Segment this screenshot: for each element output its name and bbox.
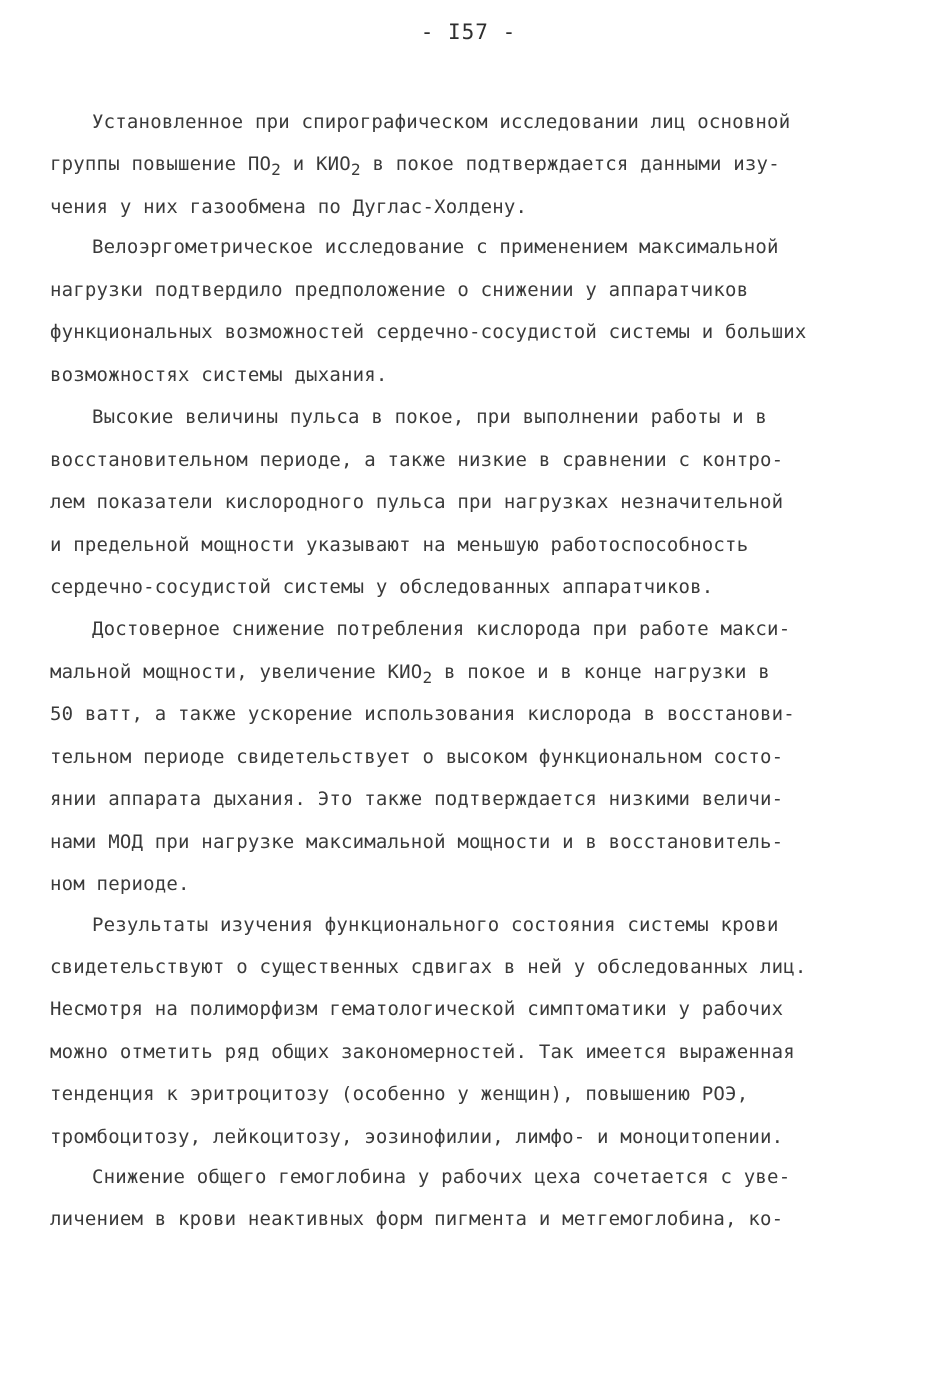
text-line: 50 ватт, а также ускорение использования кислорода в восстанови-: [50, 703, 795, 725]
text-line: личением в крови неактивных форм пигмента и метгемоглобина, ко-: [50, 1208, 784, 1230]
text-line: [50, 152, 780, 179]
text-line: функциональных возможностей сердечно-сосудистой системы и больших: [50, 321, 807, 343]
text-line: возможностях системы дыхания.: [50, 364, 388, 386]
text-segment: мальной мощности, увеличение КИО: [50, 661, 423, 683]
text-line: Снижение общего гемоглобина у рабочих цеха сочетается с уве-: [92, 1166, 791, 1188]
text-line: можно отметить ряд общих закономерностей. Так имеется выраженная: [50, 1041, 795, 1063]
text-line: и предельной мощности указывают на меньшую работоспособность: [50, 534, 749, 556]
text-line: Велоэргометрическое исследование с применением максимальной: [92, 236, 779, 258]
text-line: Достоверное снижение потребления кислорода при работе макси-: [92, 618, 791, 640]
text-line: Результаты изучения функционального состояния системы крови: [92, 914, 779, 936]
text-segment: и КИО: [281, 153, 351, 175]
text-line: лем показатели кислородного пульса при нагрузках незначительной: [50, 491, 784, 513]
text-line: янии аппарата дыхания. Это также подтверждается низкими величи-: [50, 788, 784, 810]
text-line: ном периоде.: [50, 873, 190, 895]
text-line: [50, 660, 770, 687]
text-line: свидетельствуют о существенных сдвигах в ней у обследованных лиц.: [50, 956, 807, 978]
text-line: тромбоцитозу, лейкоцитозу, эозинофилии, лимфо- и моноцитопении.: [50, 1126, 784, 1148]
text-segment: группы повышение ПО: [50, 153, 272, 175]
text-segment: в покое подтверждается данными изу-: [360, 153, 780, 175]
text-line: Высокие величины пульса в покое, при выполнении работы и в: [92, 406, 768, 428]
text-segment: в покое и в конце нагрузки в: [432, 661, 770, 683]
text-line: Несмотря на полиморфизм гематологической симптоматики у рабочих: [50, 998, 784, 1020]
text-line: тенденция к эритроцитозу (особенно у женщин), повышению РОЭ,: [50, 1083, 749, 1105]
text-line: тельном периоде свидетельствует о высоком функциональном состо-: [50, 746, 784, 768]
text-line: Установленное при спирографическом исследовании лиц основной: [92, 111, 791, 133]
text-line: восстановительном периоде, а также низкие в сравнении с контро-: [50, 449, 784, 471]
text-line: нами МОД при нагрузке максимальной мощности и в восстановитель-: [50, 831, 784, 853]
text-line: чения у них газообмена по Дуглас-Холдену.: [50, 196, 528, 218]
text-line: нагрузки подтвердило предположение о снижении у аппаратчиков: [50, 279, 749, 301]
text-line: сердечно-сосудистой системы у обследованных аппаратчиков.: [50, 576, 714, 598]
subscript: 2: [271, 159, 282, 179]
subscript: 2: [422, 667, 433, 687]
page-number: - I57 -: [420, 20, 517, 44]
subscript: 2: [350, 159, 361, 179]
